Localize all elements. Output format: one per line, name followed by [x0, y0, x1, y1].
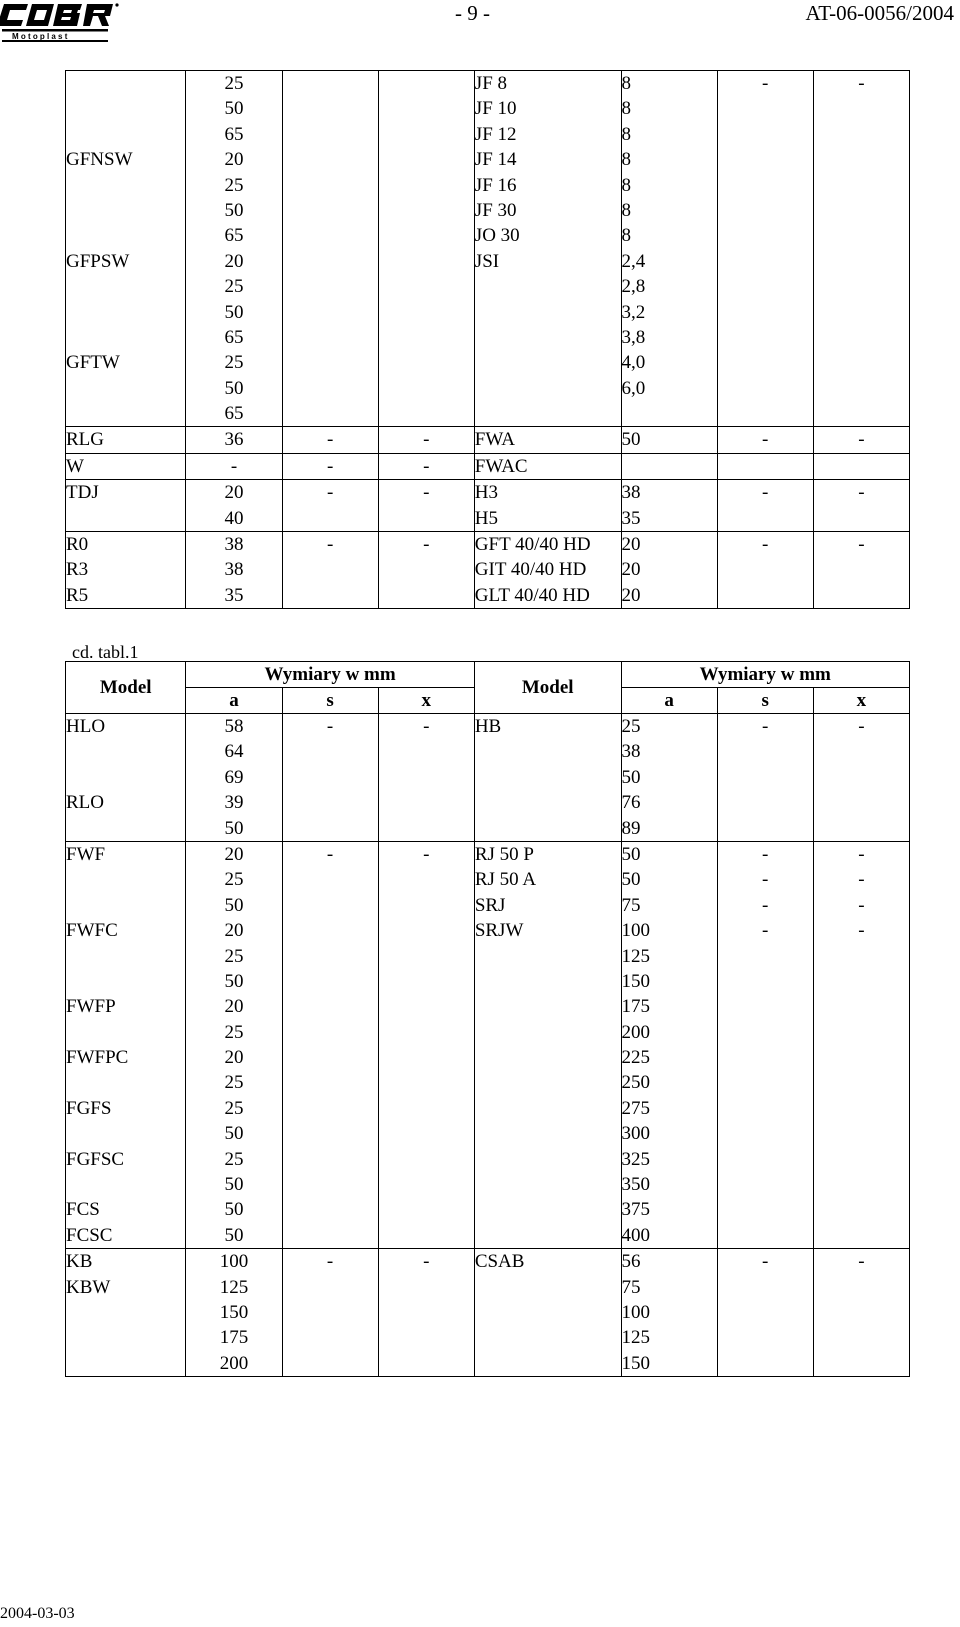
- cell-value: 175: [219, 1327, 249, 1349]
- cell-value: JF 8: [474, 73, 508, 94]
- cell-value: -: [423, 716, 430, 737]
- cell-model: [66, 71, 186, 427]
- cell-value: -: [762, 843, 769, 865]
- cell-model: [66, 532, 186, 609]
- cell-s: [282, 427, 378, 453]
- cell-value: -: [762, 534, 769, 556]
- cell-s2: [717, 480, 813, 532]
- cell-value: 20: [224, 149, 244, 171]
- cell-value: 64: [224, 741, 244, 763]
- cell-a: [186, 427, 282, 453]
- cell-value: 65: [224, 403, 244, 425]
- cell-s2: [717, 453, 813, 479]
- cell-model2: [474, 841, 621, 1248]
- cell-value: 20: [621, 559, 641, 581]
- cell-s: [282, 453, 378, 479]
- cell-value: FGFSC: [66, 1148, 125, 1170]
- cell-value: -: [858, 716, 865, 737]
- cell-x: [378, 532, 474, 609]
- cell-value: -: [858, 429, 865, 451]
- cell-value: GFT 40/40 HD: [474, 534, 591, 556]
- column-header-s-2: s: [717, 688, 813, 714]
- cell-x: [378, 480, 474, 532]
- cell-value: 50: [224, 1174, 244, 1196]
- dimensions-table-part1: [65, 70, 910, 609]
- cell-value: 8: [621, 174, 632, 196]
- cell-value: -: [762, 73, 769, 94]
- cell-model2: [474, 480, 621, 532]
- cell-a2: [621, 427, 717, 453]
- cell-model2: [474, 427, 621, 453]
- column-header-model: Model: [66, 662, 186, 714]
- column-header-dimensions-2: Wymiary w mm: [621, 662, 909, 688]
- cell-value: 89: [621, 817, 641, 839]
- cell-value: -: [858, 482, 865, 504]
- cell-value: 69: [224, 766, 244, 788]
- cell-value: [66, 1020, 185, 1045]
- cell-value: GFNSW: [66, 149, 133, 171]
- cell-value: 250: [621, 1072, 651, 1094]
- cell-model2: [474, 532, 621, 609]
- cell-value: -: [423, 429, 430, 451]
- cell-a2: [621, 841, 717, 1248]
- cell-value: [66, 401, 185, 426]
- cell-value: 36: [224, 429, 244, 451]
- cell-value: R3: [66, 559, 89, 581]
- cell-value: FWF: [66, 843, 106, 865]
- table-row: [66, 714, 910, 842]
- cell-value: RJ 50 A: [474, 869, 537, 891]
- cell-value: FWFC: [66, 920, 118, 942]
- cell-value: 175: [621, 996, 651, 1018]
- cell-value: FCSC: [66, 1224, 113, 1246]
- cell-s: [282, 841, 378, 1248]
- cell-value: KB: [66, 1251, 93, 1273]
- cell-value: 20: [224, 996, 244, 1018]
- column-header-x-2: x: [813, 688, 909, 714]
- cell-value: -: [762, 869, 769, 891]
- cell-value: [66, 867, 185, 892]
- cell-model2: [474, 1249, 621, 1377]
- cell-value: 25: [224, 945, 244, 967]
- cell-value: [66, 325, 185, 350]
- cell-value: 35: [621, 507, 641, 529]
- cell-value: 50: [224, 301, 244, 323]
- cobr-motoplast-logo: [0, 0, 125, 44]
- cell-value: -: [858, 73, 865, 94]
- cell-value: GIT 40/40 HD: [474, 559, 587, 581]
- cell-value: 50: [224, 970, 244, 992]
- cell-a2: [621, 1249, 717, 1377]
- cell-value: -: [858, 1251, 865, 1273]
- cell-value: GLT 40/40 HD: [474, 584, 590, 606]
- cell-value: 50: [224, 1123, 244, 1145]
- cell-value: [66, 71, 185, 96]
- cell-value: 58: [224, 716, 244, 737]
- cell-s2: [717, 427, 813, 453]
- cell-a: [186, 532, 282, 609]
- cell-x2: [813, 427, 909, 453]
- cell-value: 200: [219, 1352, 249, 1374]
- cell-value: -: [423, 455, 430, 477]
- cell-value: 35: [224, 584, 244, 606]
- cell-value: 38: [621, 741, 641, 763]
- cell-value: -: [423, 482, 430, 504]
- cell-value: -: [858, 843, 865, 865]
- cell-value: -: [858, 920, 865, 942]
- cell-value: -: [326, 429, 334, 451]
- cell-s2: [717, 714, 813, 842]
- column-header-a-2: a: [621, 688, 717, 714]
- cell-value: 225: [621, 1047, 651, 1069]
- cell-value: 350: [621, 1174, 651, 1196]
- cell-value: 25: [224, 1148, 244, 1170]
- cell-value: FWA: [474, 429, 515, 451]
- cell-value: R5: [66, 584, 89, 606]
- cell-value: -: [858, 869, 865, 891]
- cell-value: 39: [224, 792, 244, 814]
- table-row: [66, 71, 910, 427]
- cell-value: 50: [224, 377, 244, 399]
- cell-value: SRJW: [474, 920, 524, 942]
- cell-value: FWFPC: [66, 1047, 129, 1069]
- column-header-a: a: [186, 688, 282, 714]
- dimensions-table-part2: [65, 661, 910, 1377]
- cell-value: [66, 122, 185, 147]
- cell-value: 65: [224, 225, 244, 247]
- cell-value: 20: [224, 482, 244, 504]
- cell-s2: [717, 532, 813, 609]
- cell-s: [282, 1249, 378, 1377]
- cell-value: 50: [621, 429, 641, 451]
- cell-value: JF 10: [474, 98, 517, 120]
- cell-value: 20: [224, 1047, 244, 1069]
- cell-value: 375: [621, 1199, 651, 1221]
- cell-value: -: [423, 843, 430, 865]
- cell-a: [186, 714, 282, 842]
- cell-value: 2,8: [621, 276, 646, 298]
- cell-value: 65: [224, 326, 244, 348]
- cell-value: 150: [621, 1352, 651, 1374]
- cell-value: 25: [224, 276, 244, 298]
- cell-x2: [813, 453, 909, 479]
- table-row: [66, 453, 910, 479]
- cell-value: 4,0: [621, 352, 646, 374]
- cell-model: [66, 480, 186, 532]
- cell-x: [378, 714, 474, 842]
- cell-value: 20: [224, 920, 244, 942]
- cell-model: [66, 714, 186, 842]
- table-row: [66, 1249, 910, 1377]
- cell-value: -: [326, 716, 334, 737]
- cell-value: [66, 944, 185, 969]
- column-header-x: x: [378, 688, 474, 714]
- cell-s: [282, 71, 378, 427]
- cell-value: 25: [224, 869, 244, 891]
- cell-x2: [813, 1249, 909, 1377]
- cell-value: 50: [224, 817, 244, 839]
- cell-value: JF 12: [474, 123, 517, 145]
- cell-x2: [813, 841, 909, 1248]
- cell-value: FCS: [66, 1199, 100, 1221]
- column-header-model-2: Model: [474, 662, 621, 714]
- cell-value: 50: [224, 199, 244, 221]
- cell-value: 50: [621, 869, 641, 891]
- cell-value: [66, 173, 185, 198]
- cell-value: 76: [621, 792, 641, 814]
- cell-value: 100: [621, 920, 651, 942]
- cell-value: [66, 223, 185, 248]
- cell-value: 400: [621, 1224, 651, 1246]
- page-number: - 9 -: [455, 1, 490, 25]
- cell-value: HLO: [66, 716, 106, 737]
- cell-value: JF 16: [474, 174, 517, 196]
- cell-value: [66, 1172, 185, 1197]
- cell-value: 56: [621, 1251, 641, 1273]
- cell-value: 75: [621, 1276, 641, 1298]
- cell-a: [186, 1249, 282, 1377]
- cell-s: [282, 480, 378, 532]
- cell-value: -: [326, 843, 334, 865]
- cell-model2: [474, 714, 621, 842]
- cell-x2: [813, 714, 909, 842]
- cell-a2: [621, 453, 717, 479]
- cell-value: CSAB: [474, 1251, 525, 1273]
- cell-value: 25: [224, 1097, 244, 1119]
- cell-value: -: [762, 482, 769, 504]
- cell-value: -: [326, 534, 334, 556]
- cell-x2: [813, 532, 909, 609]
- cell-s: [282, 714, 378, 842]
- cell-value: [66, 765, 185, 790]
- table-row: [66, 480, 910, 532]
- cell-value: -: [326, 482, 334, 504]
- cell-value: 8: [621, 225, 632, 247]
- cell-value: 150: [621, 970, 651, 992]
- cell-value: 25: [224, 174, 244, 196]
- cell-value: 50: [621, 766, 641, 788]
- cell-value: 8: [621, 98, 632, 120]
- cell-a: [186, 71, 282, 427]
- cell-a: [186, 841, 282, 1248]
- cell-value: 100: [219, 1251, 249, 1273]
- cell-x2: [813, 71, 909, 427]
- cell-value: -: [762, 894, 769, 916]
- document-id: AT-06-0056/2004: [805, 1, 954, 25]
- cell-value: 25: [224, 1021, 244, 1043]
- cell-value: KBW: [66, 1276, 111, 1298]
- cell-s2: [717, 71, 813, 427]
- cell-a2: [621, 532, 717, 609]
- cell-value: 100: [621, 1301, 651, 1323]
- cell-value: 6,0: [621, 377, 646, 399]
- cell-value: JF 14: [474, 149, 517, 171]
- cell-value: -: [326, 455, 334, 477]
- cell-value: [66, 816, 185, 841]
- cell-model2: [474, 453, 621, 479]
- cell-value: HB: [474, 716, 502, 737]
- cell-value: R0: [66, 534, 89, 556]
- table-row: [66, 841, 910, 1248]
- cell-value: GFTW: [66, 352, 120, 374]
- cell-x: [378, 427, 474, 453]
- cell-value: 50: [224, 1224, 244, 1246]
- column-header-s: s: [282, 688, 378, 714]
- cell-value: 325: [621, 1148, 651, 1170]
- table-row: [66, 532, 910, 609]
- cell-x: [378, 841, 474, 1248]
- cell-value: 8: [621, 73, 632, 94]
- cell-value: 40: [224, 507, 244, 529]
- cell-value: 50: [224, 98, 244, 120]
- cell-value: 75: [621, 894, 641, 916]
- cell-value: JF 30: [474, 199, 517, 221]
- cell-value: 125: [219, 1276, 249, 1298]
- cell-value: [66, 198, 185, 223]
- cell-value: [66, 274, 185, 299]
- cell-value: 20: [224, 250, 244, 272]
- cell-model: [66, 427, 186, 453]
- cell-value: -: [858, 894, 865, 916]
- cell-value: [66, 739, 185, 764]
- cell-value: 20: [621, 534, 641, 556]
- cell-value: RLG: [66, 429, 104, 451]
- table-continuation-note: cd. tabl.1: [72, 642, 139, 662]
- cell-value: 25: [224, 73, 244, 94]
- cell-model: [66, 453, 186, 479]
- cell-value: [66, 1121, 185, 1146]
- cell-value: 20: [224, 843, 244, 865]
- cell-value: [66, 893, 185, 918]
- cell-s: [282, 532, 378, 609]
- cell-a: [186, 453, 282, 479]
- cell-value: -: [423, 1251, 430, 1273]
- cell-value: -: [762, 429, 769, 451]
- cell-value: 38: [224, 534, 244, 556]
- cell-value: 20: [621, 584, 641, 606]
- column-header-dimensions: Wymiary w mm: [186, 662, 474, 688]
- cell-value: 65: [224, 123, 244, 145]
- cell-value: RLO: [66, 792, 104, 814]
- cell-value: 25: [224, 352, 244, 374]
- footer-date: 2004-03-03: [0, 1605, 75, 1622]
- cell-value: 50: [224, 894, 244, 916]
- cell-value: -: [326, 1251, 334, 1273]
- cell-value: H3: [474, 482, 499, 504]
- cell-value: [66, 969, 185, 994]
- cell-value: GFPSW: [66, 250, 130, 272]
- cell-value: -: [762, 716, 769, 737]
- cell-value: FWAC: [474, 455, 528, 477]
- cell-value: JSI: [474, 250, 500, 272]
- cell-a: [186, 480, 282, 532]
- cell-a2: [621, 714, 717, 842]
- cell-value: 8: [621, 149, 632, 171]
- cell-model: [66, 841, 186, 1248]
- cell-value: TDJ: [66, 482, 99, 504]
- cell-value: 50: [621, 843, 641, 865]
- cell-value: 3,2: [621, 301, 646, 323]
- cell-value: 8: [621, 123, 632, 145]
- cell-value: JO 30: [474, 225, 520, 247]
- cell-value: 275: [621, 1097, 651, 1119]
- cell-value: FGFS: [66, 1097, 112, 1119]
- cell-value: [66, 376, 185, 401]
- cell-value: H5: [474, 507, 499, 529]
- cell-x: [378, 453, 474, 479]
- cell-a2: [621, 480, 717, 532]
- cell-s2: [717, 841, 813, 1248]
- cell-value: 25: [621, 716, 641, 737]
- cell-value: 300: [621, 1123, 651, 1145]
- cell-value: -: [423, 534, 430, 556]
- cell-value: 38: [224, 559, 244, 581]
- cell-model: [66, 1249, 186, 1377]
- cell-value: 8: [621, 199, 632, 221]
- cell-value: FWFP: [66, 996, 116, 1018]
- cell-value: 150: [219, 1301, 249, 1323]
- cell-value: -: [230, 455, 238, 477]
- cell-value: -: [762, 920, 769, 942]
- cell-value: -: [762, 1251, 769, 1273]
- cell-value: SRJ: [474, 894, 506, 916]
- cell-s2: [717, 1249, 813, 1377]
- cell-x: [378, 71, 474, 427]
- svg-text:Motoplast: Motoplast: [12, 32, 70, 41]
- cell-model2: [474, 71, 621, 427]
- cell-x: [378, 1249, 474, 1377]
- cell-value: [66, 1070, 185, 1095]
- cell-value: 2,4: [621, 250, 646, 272]
- cell-value: RJ 50 P: [474, 843, 534, 865]
- cell-value: 125: [621, 945, 651, 967]
- cell-value: 38: [621, 482, 641, 504]
- cell-value: W: [66, 455, 84, 477]
- cell-value: 125: [621, 1327, 651, 1349]
- cell-value: -: [858, 534, 865, 556]
- cell-x2: [813, 480, 909, 532]
- cell-value: 50: [224, 1199, 244, 1221]
- cell-a2: [621, 71, 717, 427]
- cell-value: [66, 300, 185, 325]
- table-row: [66, 427, 910, 453]
- cell-value: 200: [621, 1021, 651, 1043]
- cell-value: 3,8: [621, 326, 646, 348]
- cell-value: 25: [224, 1072, 244, 1094]
- cell-value: [66, 96, 185, 121]
